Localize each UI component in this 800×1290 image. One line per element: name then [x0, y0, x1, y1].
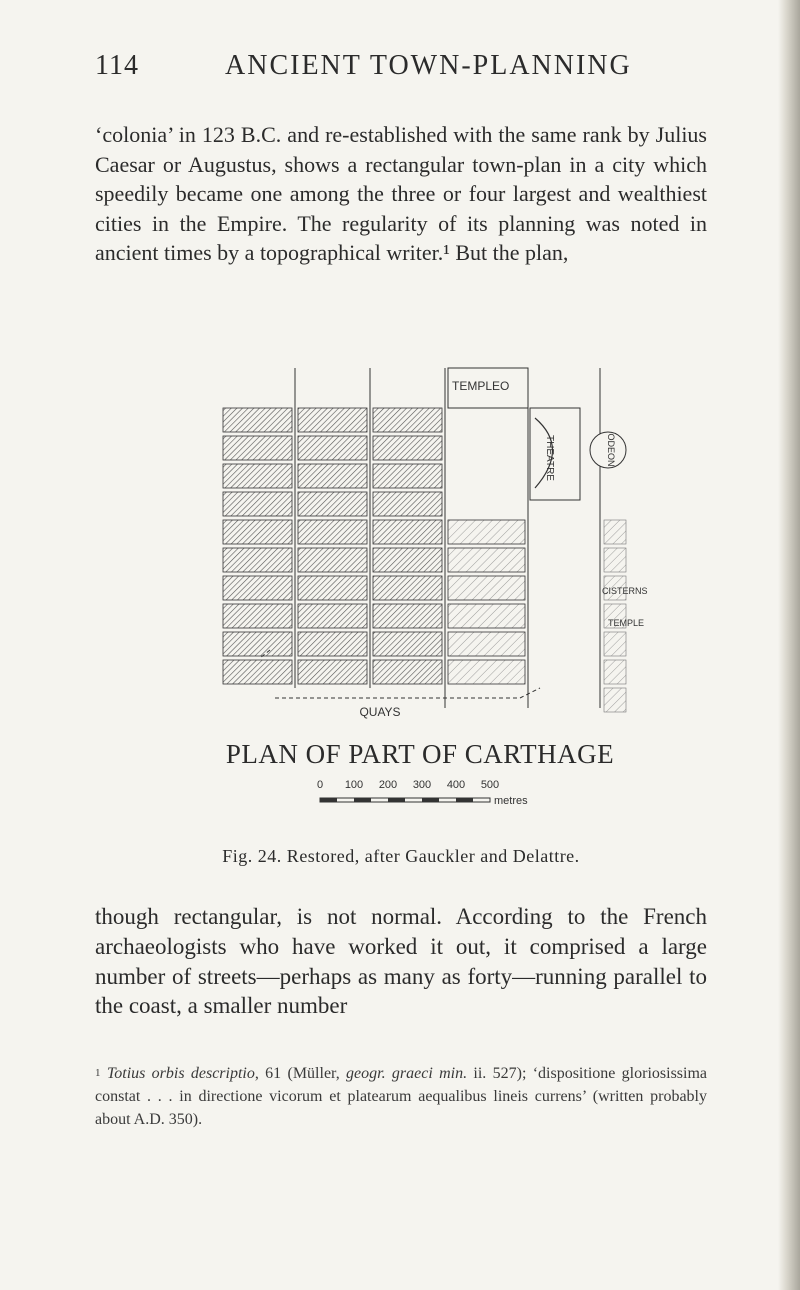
- scale-bar-segment: [422, 798, 439, 802]
- footnote-source-title: Totius orbis descriptio: [106, 1065, 255, 1082]
- quays-label: QUAYS: [359, 705, 401, 719]
- scale-tick-label: 400: [446, 779, 466, 791]
- city-block: [604, 632, 626, 656]
- scale-tick-label: 300: [412, 779, 432, 791]
- city-block: [223, 464, 292, 488]
- city-block: [373, 492, 442, 516]
- city-block: [298, 576, 367, 600]
- city-block: [373, 464, 442, 488]
- city-block: [604, 688, 626, 712]
- city-block: [448, 660, 525, 684]
- city-block: [298, 408, 367, 432]
- city-block: [373, 632, 442, 656]
- scale-bar-segment: [354, 798, 371, 802]
- scale-unit-label: metres: [494, 795, 528, 807]
- scale-bar-segment: [456, 798, 473, 802]
- city-block: [298, 660, 367, 684]
- paragraph-1: ‘colonia’ in 123 B.C. and re-established with the same rank by Julius Caesar or Augustus, shows a rectangular town-plan in a city which speedily became one among the three or four largest and wealthiest cities in the Empire. The regularity of its planning was noted in ancient times by a topographical writer.¹ But the plan,: [95, 122, 707, 265]
- city-block: [373, 660, 442, 684]
- odeon-label: ODEON: [606, 433, 616, 467]
- city-block: [298, 436, 367, 460]
- templeo-label: TEMPLEO: [452, 379, 510, 393]
- city-block: [298, 548, 367, 572]
- city-block: [298, 520, 367, 544]
- city-block: [373, 520, 442, 544]
- city-block: [223, 492, 292, 516]
- city-block: [373, 408, 442, 432]
- figure-caption: Fig. 24. Restored, after Gauckler and Delattre.: [222, 846, 580, 866]
- paragraph-2: though rectangular, is not normal. According to the French archaeologists who have worked it out, it comprised a large number of streets—perhaps as many as forty—running parallel to the coast, a smaller number: [95, 904, 707, 1019]
- page-number: 114: [95, 50, 139, 81]
- city-block: [298, 464, 367, 488]
- scale-bar: [317, 779, 528, 807]
- city-block: [223, 604, 292, 628]
- city-block: [223, 660, 292, 684]
- scale-tick-label: 0: [316, 779, 324, 791]
- city-block: [373, 576, 442, 600]
- city-block: [373, 436, 442, 460]
- scale-tick-label: 500: [480, 779, 500, 791]
- running-head: ANCIENT TOWN-PLANNING: [225, 50, 632, 81]
- city-block: [223, 632, 292, 656]
- city-block: [373, 604, 442, 628]
- city-block: [223, 436, 292, 460]
- city-block: [373, 548, 442, 572]
- city-block: [448, 604, 525, 628]
- city-block: [604, 660, 626, 684]
- city-block: [298, 604, 367, 628]
- city-block: [223, 520, 292, 544]
- city-block: [298, 632, 367, 656]
- footnote: [95, 1062, 707, 1131]
- temple-label: TEMPLE: [608, 618, 645, 628]
- city-block: [448, 520, 525, 544]
- scale-bar-segment: [320, 798, 337, 802]
- plan-title: PLAN OF PART OF CARTHAGE: [225, 739, 615, 769]
- city-block: [223, 548, 292, 572]
- city-block: [223, 576, 292, 600]
- city-block: [448, 632, 525, 656]
- footnote-ref-1: , 61 (Müller,: [254, 1065, 347, 1082]
- cisterns-label: CISTERNS: [602, 586, 648, 596]
- city-block: [223, 408, 292, 432]
- footnote-source-collection: geogr. graeci min.: [346, 1065, 468, 1082]
- page-binding-shadow: [778, 0, 800, 1290]
- footnote-ref-2: ii. 527); ‘dispositione gloriosissima constat . . . in directione vicorum et platearum aequalibus lineis currens’ (written probably about A.D. 350).: [95, 1065, 708, 1128]
- scale-tick-label: 100: [344, 779, 364, 791]
- page-header: [95, 50, 705, 90]
- city-block: [604, 520, 626, 544]
- theatre-label: THEATRE: [544, 435, 555, 481]
- city-block: [298, 492, 367, 516]
- scale-tick-label: 200: [378, 779, 398, 791]
- carthage-plan-figure: [220, 368, 648, 836]
- footnote-marker: 1: [95, 1067, 101, 1079]
- city-block: [604, 548, 626, 572]
- scale-bar-segment: [388, 798, 405, 802]
- city-block: [448, 548, 525, 572]
- city-block: [448, 576, 525, 600]
